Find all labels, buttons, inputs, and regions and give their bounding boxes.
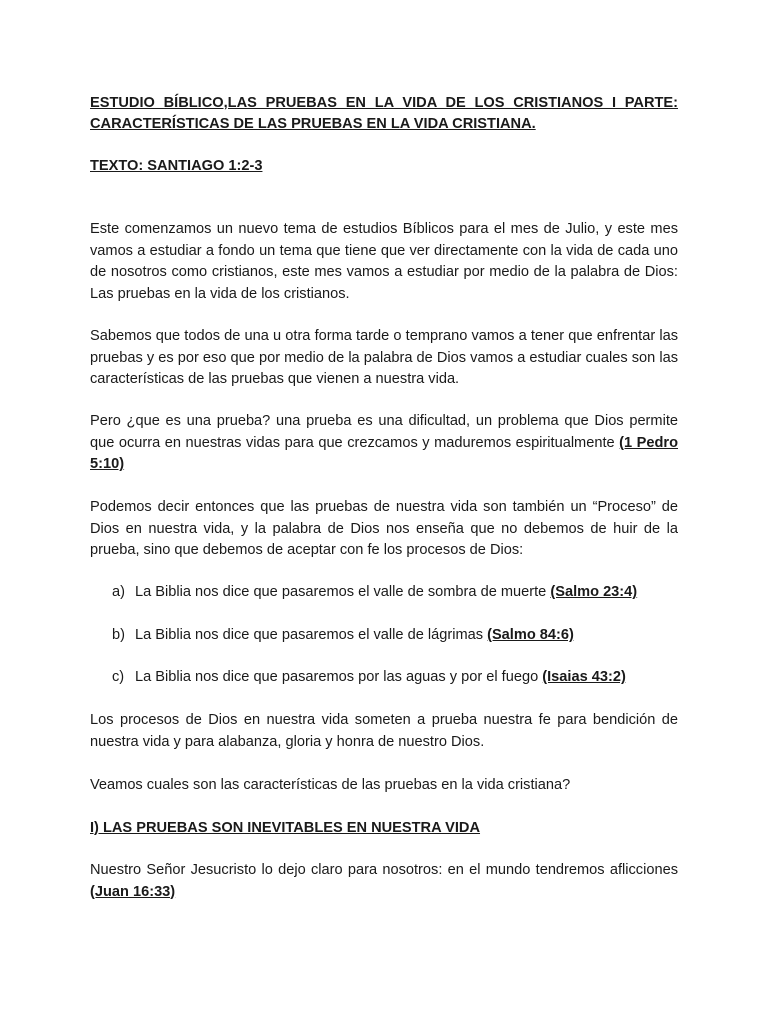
scripture-reference: (1 Pedro 5:10) bbox=[90, 434, 679, 472]
paragraph-proceso: Podemos decir entonces que las pruebas de nuestra vida son también un “Proceso” de Dios en nuestra vida, y la palabra de Dios nos enseña que no debemos de huir de la prueba, sino que debemos de aceptar con fe los procesos de Dios: bbox=[90, 499, 678, 558]
section-heading: I) LAS PRUEBAS SON INEVITABLES EN NUESTRA VIDA bbox=[90, 820, 481, 836]
paragraph-veamos: Veamos cuales son las características de las pruebas en la vida cristiana? bbox=[90, 777, 571, 793]
document-title bbox=[90, 93, 678, 135]
paragraph-sabemos: Sabemos que todos de una u otra forma tarde o temprano vamos a tener que enfrentar las pruebas y es por eso que por medio de la palabra de Dios vamos a estudiar cuales son las características de las pruebas que vienen a nuestra vida. bbox=[90, 328, 678, 387]
list-item bbox=[112, 625, 678, 646]
scripture-reference: (Juan 16:33) bbox=[90, 883, 176, 900]
paragraph-intro: Este comenzamos un nuevo tema de estudios Bíblicos para el mes de Julio, y este mes vamos a estudiar a fondo un tema que tiene que ver directamente con la vida de cada uno de nosotros como cristianos, este mes vamos a estudiar por medio de la palabra de Dios: Las pruebas en la vida de los cristianos. bbox=[90, 221, 678, 302]
scripture-reference: (Salmo 84:6) bbox=[487, 627, 574, 643]
list-item bbox=[112, 667, 678, 688]
paragraph-text: Pero ¿que es una prueba? una prueba es una dificultad, un problema que Dios permite que ocurra en nuestras vidas para que crezcamos y maduremos espiritualmente bbox=[90, 413, 678, 451]
scripture-reference: (Isaias 43:2) bbox=[542, 669, 626, 685]
list-marker: b) bbox=[112, 627, 125, 643]
list-item-text: La Biblia nos dice que pasaremos por las aguas y por el fuego bbox=[135, 669, 543, 685]
paragraph-text: Nuestro Señor Jesucristo lo dejo claro para nosotros: en el mundo tendremos aflicciones bbox=[90, 862, 678, 878]
list-item-text: La Biblia nos dice que pasaremos el valle de sombra de muerte bbox=[135, 584, 551, 600]
paragraph-que-es-prueba bbox=[90, 411, 678, 476]
paragraph-jesucristo bbox=[90, 860, 678, 903]
paragraph-procesos: Los procesos de Dios en nuestra vida someten a prueba nuestra fe para bendición de nuestra vida y para alabanza, gloria y honra de nuestro Dios. bbox=[90, 712, 678, 750]
text-reference: TEXTO: SANTIAGO 1:2-3 bbox=[90, 158, 263, 174]
list-item bbox=[112, 582, 678, 603]
scripture-reference: (Salmo 23:4) bbox=[550, 584, 638, 600]
title-line-2: CARACTERÍSTICAS DE LAS PRUEBAS EN LA VIDA CRISTIANA. bbox=[90, 116, 536, 132]
list-marker: c) bbox=[112, 669, 125, 685]
title-line-1: ESTUDIO BÍBLICO,LAS PRUEBAS EN LA VIDA DE LOS CRISTIANOS I PARTE: bbox=[90, 95, 678, 111]
list-item-text: La Biblia nos dice que pasaremos el valle de lágrimas bbox=[135, 627, 488, 643]
list-marker: a) bbox=[112, 584, 125, 600]
